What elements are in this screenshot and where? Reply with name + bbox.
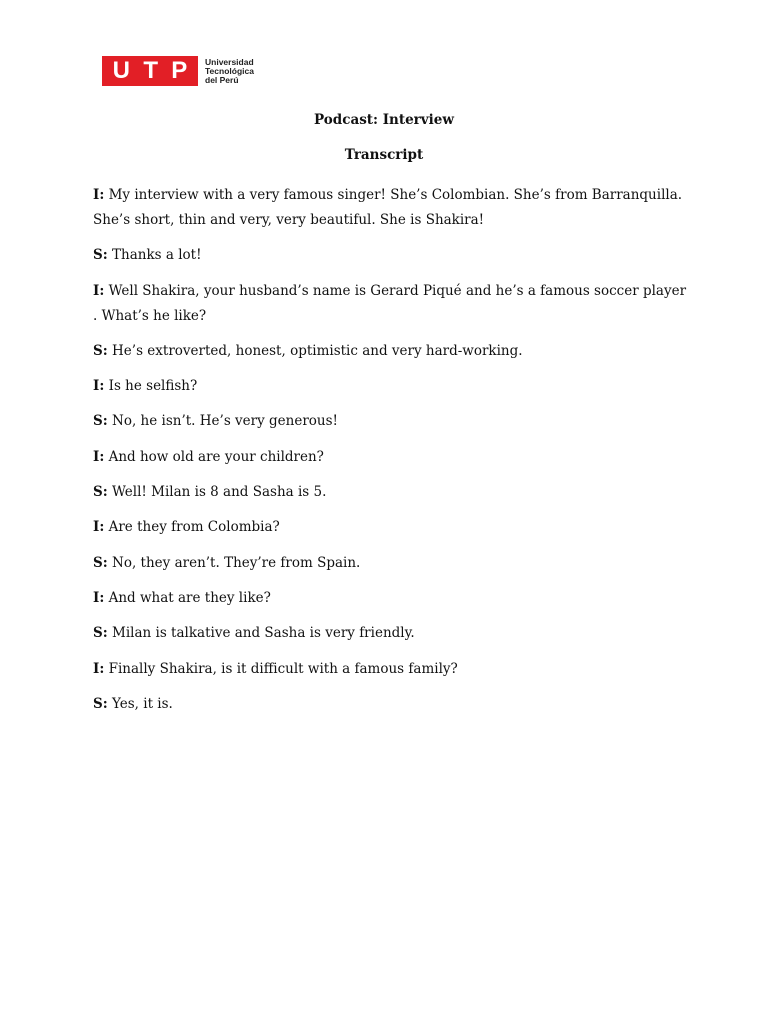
line-text: Are they from Colombia?	[108, 519, 280, 536]
transcript-line	[93, 279, 693, 329]
logo-letter-u: U	[112, 57, 130, 84]
speaker-label: S:	[93, 247, 108, 264]
speaker-label: I:	[93, 378, 105, 395]
line-text: Well Shakira, your husband’s name is Gerard Piqué and he’s a famous soccer player . What’s he like?	[93, 282, 687, 324]
line-text: Milan is talkative and Sasha is very friendly.	[112, 625, 415, 642]
transcript-line	[93, 183, 693, 233]
utp-logo-mark	[102, 56, 198, 86]
line-text: My interview with a very famous singer! She’s Colombian. She’s from Barranquilla. She’s short, thin and very, very beautiful. She is Shakira!	[93, 187, 683, 228]
utp-logo	[102, 56, 254, 86]
speaker-label: S:	[93, 554, 108, 571]
line-text: No, they aren’t. They’re from Spain.	[112, 554, 361, 571]
transcript-line	[93, 243, 693, 268]
utp-logo-name	[205, 58, 254, 85]
speaker-label: I:	[93, 187, 105, 203]
document-subtitle: Transcript	[344, 147, 424, 163]
transcript-line	[93, 657, 693, 682]
speaker-label: I:	[93, 448, 105, 465]
logo-name-line-3: del Perú	[205, 74, 239, 85]
line-text: Finally Shakira, is it difficult with a famous family?	[108, 660, 458, 677]
line-text: And how old are your children?	[108, 448, 324, 465]
speaker-label: S:	[93, 625, 108, 642]
transcript-line	[93, 480, 693, 505]
speaker-label: I:	[93, 519, 105, 536]
transcript-line	[93, 586, 693, 611]
document-title: Podcast: Interview	[314, 112, 454, 128]
logo-letter-t: T	[143, 57, 158, 84]
logo-name-line-1: Universidad	[205, 56, 254, 67]
speaker-label: S:	[93, 484, 108, 501]
line-text: He’s extroverted, honest, optimistic and very hard-working.	[112, 342, 523, 359]
transcript-line	[93, 445, 693, 470]
transcript-line	[93, 339, 693, 364]
speaker-label: I:	[93, 282, 105, 299]
logo-name-line-2: Tecnológica	[205, 65, 254, 76]
line-text: And what are they like?	[108, 589, 271, 606]
transcript-line	[93, 409, 693, 434]
speaker-label: I:	[93, 660, 105, 677]
transcript-body	[93, 183, 693, 727]
line-text: Yes, it is.	[112, 695, 173, 712]
speaker-label: I:	[93, 589, 105, 606]
transcript-line	[93, 692, 693, 717]
line-text: Thanks a lot!	[112, 247, 202, 264]
logo-letter-p: P	[171, 57, 188, 84]
transcript-line	[93, 515, 693, 540]
line-text: Well! Milan is 8 and Sasha is 5.	[112, 484, 327, 501]
line-text: Is he selfish?	[108, 378, 198, 395]
transcript-line	[93, 551, 693, 576]
transcript-line	[93, 621, 693, 646]
speaker-label: S:	[93, 413, 108, 430]
speaker-label: S:	[93, 695, 108, 712]
speaker-label: S:	[93, 342, 108, 359]
line-text: No, he isn’t. He’s very generous!	[112, 413, 338, 430]
transcript-line	[93, 374, 693, 399]
